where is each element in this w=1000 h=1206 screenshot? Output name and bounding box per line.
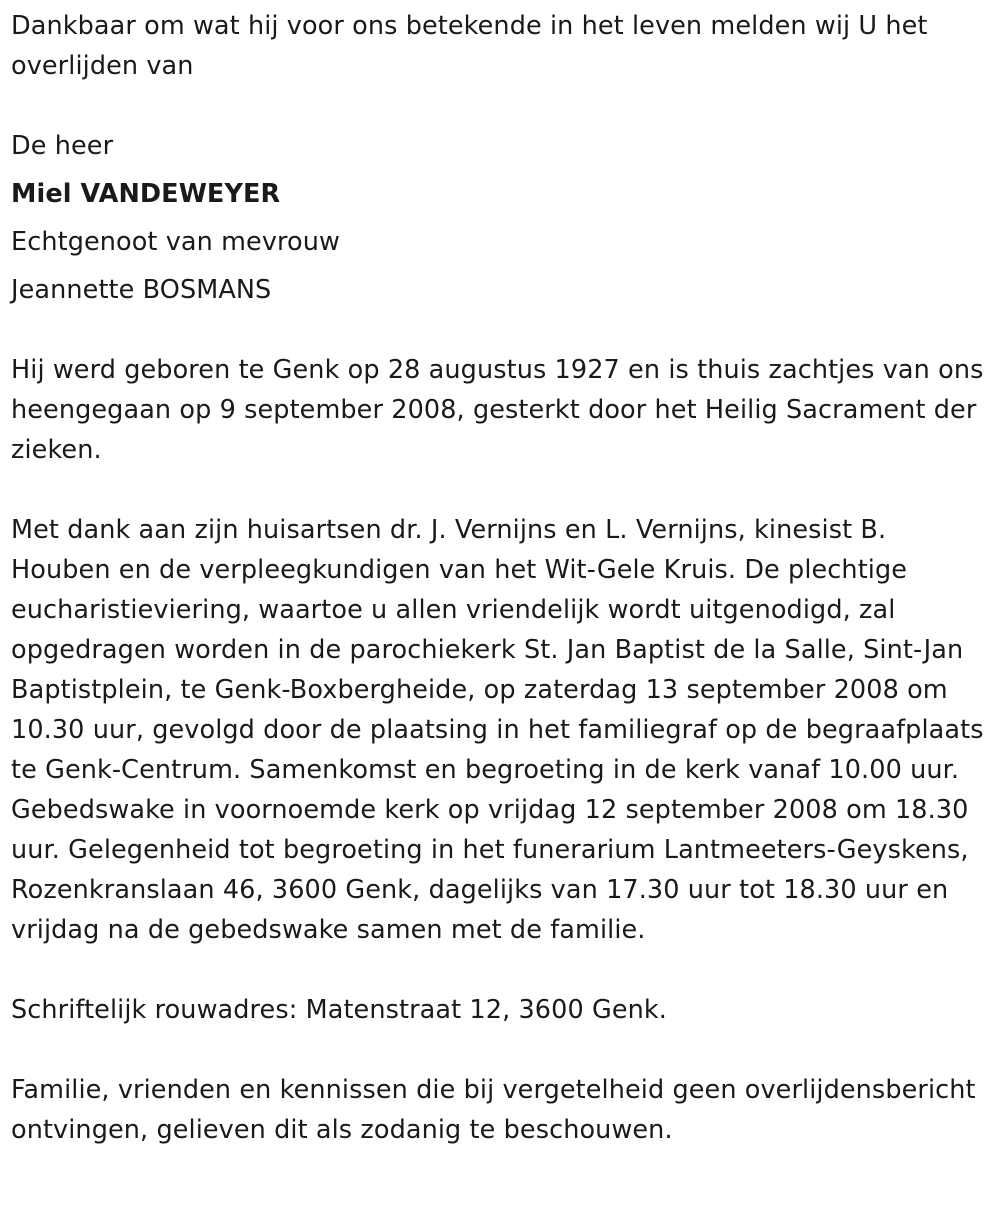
mourning-address: Schriftelijk rouwadres: Matenstraat 12, 3600 Genk. (11, 995, 667, 1025)
ceremony-paragraph: Met dank aan zijn huisartsen dr. J. Vernijns en L. Vernijns, kinesist B. Houben en de verpleegkundigen van het Wit-Gele Kruis. De plechtige eucharistieviering, waartoe u allen vriendelijk wordt uitgenodigd, zal opgedragen worden in de parochiekerk St. Jan Baptist de la Salle, Sint-Jan Baptistplein, te Genk-Boxbergheide, op zaterdag 13 september 2008 om 10.30 uur, gevolgd door de plaatsing in het familiegraf op de begraafplaats te Genk-Centrum. Samenkomst en begroeting in de kerk vanaf 10.00 uur. Gebedswake in voornoemde kerk op vrijdag 12 september 2008 om 18.30 uur. Gelegenheid tot begroeting in het funerarium Lantmeeters-Geyskens, Rozenkranslaan 46, 3600 Genk, dagelijks van 17.30 uur tot 18.30 uur en vrijdag na de gebedswake samen met de familie. (11, 515, 984, 945)
spouse-label: Echtgenoot van mevrouw (11, 227, 340, 257)
closing-paragraph: Familie, vrienden en kennissen die bij vergetelheid geen overlijdensbericht ontvingen, gelieven dit als zodanig te beschouwen. (11, 1075, 976, 1145)
spacer (11, 950, 991, 990)
intro-paragraph: Dankbaar om wat hij voor ons betekende in het leven melden wij U het overlijden van (11, 11, 928, 81)
birth-death-paragraph: Hij werd geboren te Genk op 28 augustus 1927 en is thuis zachtjes van ons heengegaan op 9 september 2008, gesterkt door het Heilig Sacrament der zieken. (11, 355, 984, 465)
spacer (11, 1030, 991, 1070)
spacer (11, 86, 991, 126)
spouse-name: Jeannette BOSMANS (11, 275, 272, 305)
obituary-document (11, 6, 991, 1150)
spacer (11, 470, 991, 510)
deceased-name: Miel VANDEWEYER (11, 179, 281, 209)
spacer (11, 310, 991, 350)
title-prefix: De heer (11, 131, 114, 161)
